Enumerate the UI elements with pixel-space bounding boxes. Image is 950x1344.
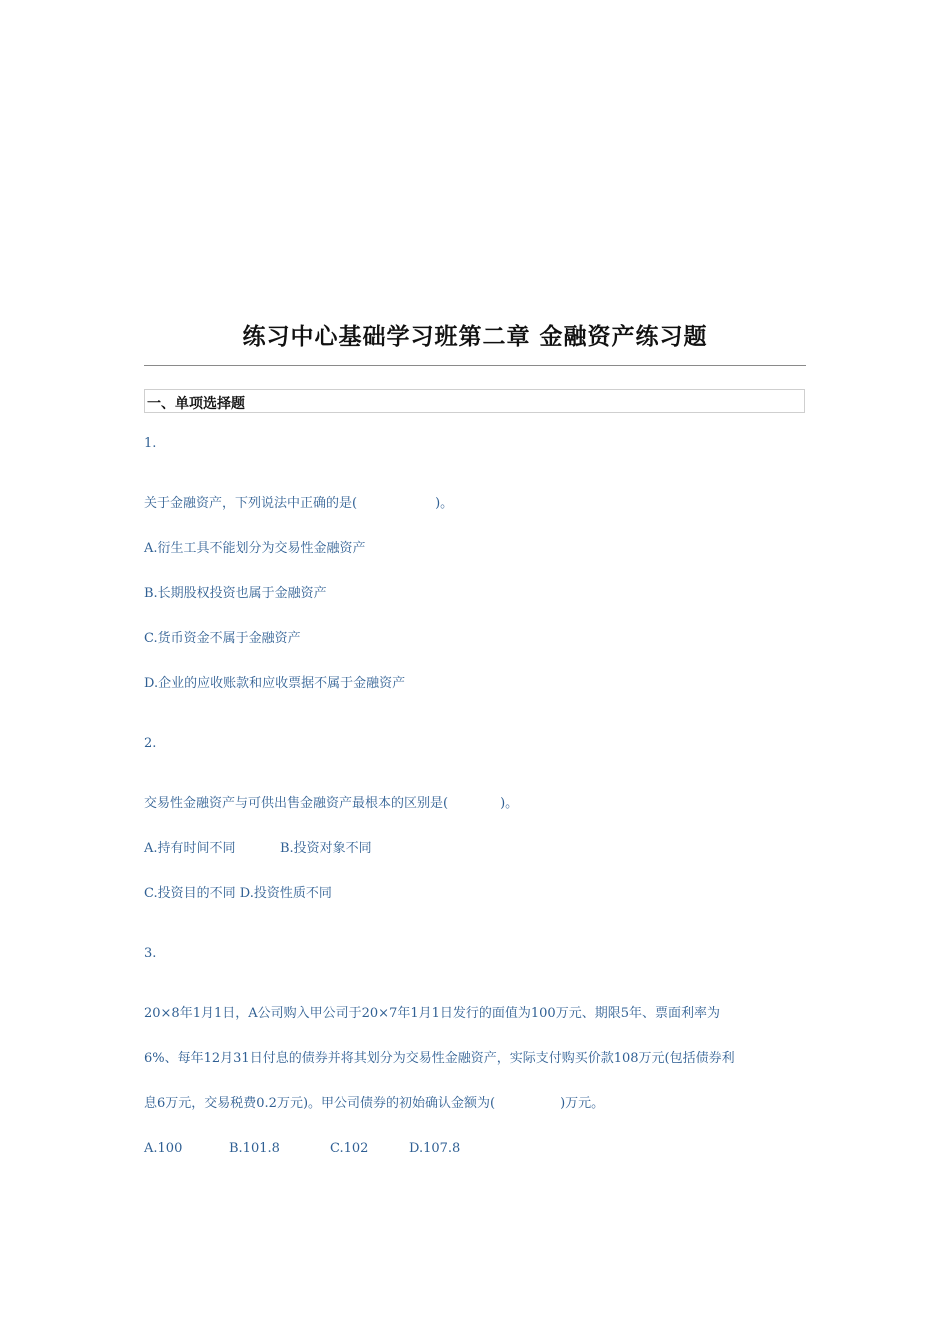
question-2-number: 2. [144, 736, 157, 751]
title-divider [144, 365, 806, 366]
question-2-options-row-1 [144, 840, 544, 858]
question-1-stem: 关于金融资产，下列说法中正确的是( )。 [144, 496, 454, 511]
question-3-number: 3. [144, 946, 157, 961]
question-2-stem: 交易性金融资产与可供出售金融资产最根本的区别是( )。 [144, 796, 519, 811]
question-3-option-c: C.102 [330, 1141, 369, 1156]
question-2-option-b: B.投资对象不同 [280, 841, 372, 856]
section-header-box [144, 389, 805, 413]
question-3-stem-line-2: 6%、每年12月31日付息的债券并将其划分为交易性金融资产，实际支付购买价款108万元(包括债券利 [144, 1051, 735, 1066]
question-1-option-a: A.衍生工具不能划分为交易性金融资产 [144, 541, 366, 556]
question-3-stem-line-3: 息6万元，交易税费0.2万元)。甲公司债券的初始确认金额为( )万元。 [144, 1096, 605, 1111]
section-header: 一、单项选择题 [147, 396, 245, 412]
question-1-option-c: C.货币资金不属于金融资产 [144, 631, 301, 646]
question-1-option-b: B.长期股权投资也属于金融资产 [144, 586, 327, 601]
document-title: 练习中心基础学习班第二章 金融资产练习题 [242, 324, 708, 350]
question-3-stem-line-1: 20×8年1月1日，A公司购入甲公司于20×7年1月1日发行的面值为100万元、期限5年、票面利率为 [144, 1006, 720, 1021]
question-1-option-d: D.企业的应收账款和应收票据不属于金融资产 [144, 676, 406, 691]
question-3-option-a: A.100 [144, 1141, 183, 1156]
question-2-options-row-2: C.投资目的不同 D.投资性质不同 [144, 886, 332, 901]
question-2-option-a: A.持有时间不同 [144, 841, 236, 856]
question-3-option-d: D.107.8 [409, 1141, 461, 1156]
question-3-option-b: B.101.8 [229, 1141, 280, 1156]
question-3-options-row [144, 1140, 544, 1158]
question-1-number: 1. [144, 436, 157, 451]
